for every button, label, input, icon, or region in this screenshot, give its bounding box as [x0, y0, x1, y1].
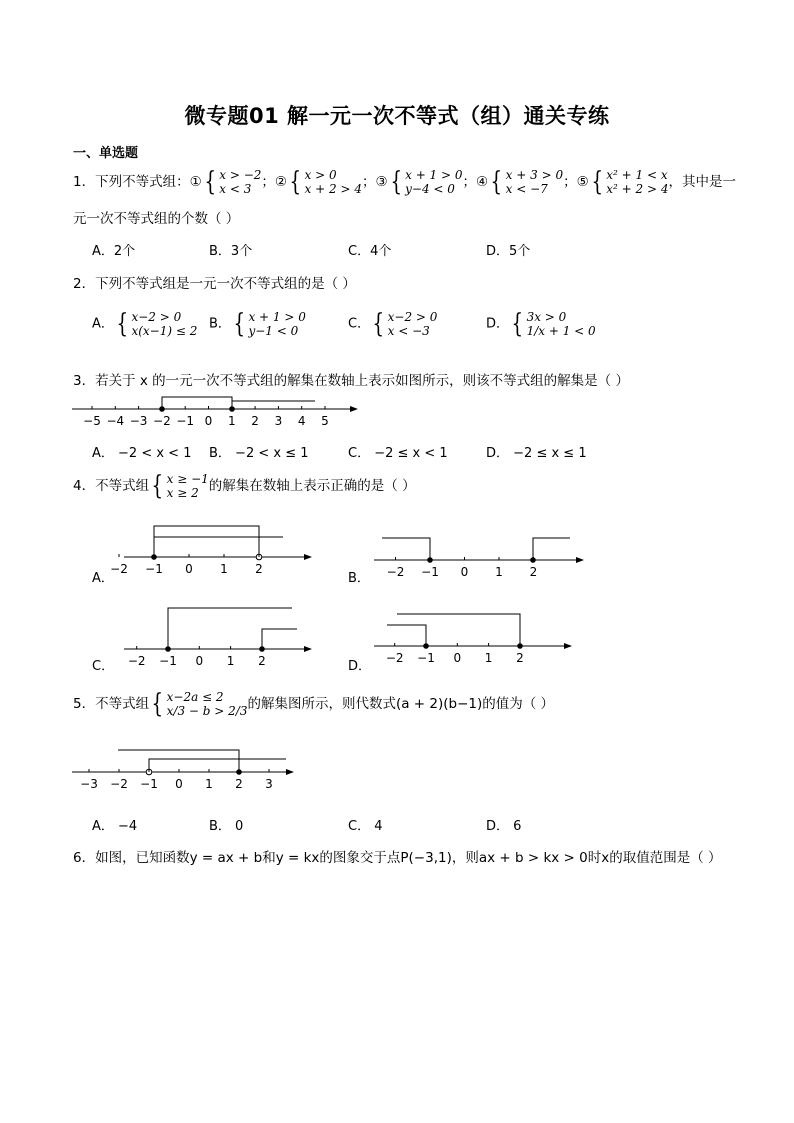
tick-label: 0	[175, 777, 183, 791]
q1-suffix: ，其中是一	[668, 174, 736, 190]
question-3: 3．若关于 x 的一元一次不等式组的解集在数轴上表示如图所示，则该不等式组的解集是（ ）	[73, 373, 629, 389]
q4-a-ray	[154, 537, 283, 557]
tick-label: 0	[195, 654, 204, 668]
q3-bracket-left	[162, 397, 232, 409]
tick-label: 3	[274, 414, 283, 428]
axis-arrow	[304, 554, 312, 560]
q4-option-b[interactable]: B．	[348, 571, 370, 586]
tick-label: 0	[460, 565, 469, 579]
tick-label: −3	[129, 414, 148, 428]
page-title: 微专题01 解一元一次不等式（组）通关专练	[184, 104, 610, 128]
q1-s2-line: x + 2 > 4	[304, 182, 362, 196]
q3-point-minus2	[159, 406, 165, 412]
q4-text-before: 4．不等式组	[73, 478, 150, 494]
q4-d-ray-right	[397, 614, 520, 646]
q4-option-c[interactable]: C．	[92, 659, 115, 674]
tick-label: 2	[255, 562, 263, 576]
q1-s5-line: x² + 2 > 4	[606, 182, 669, 196]
q3-option-d[interactable]: D． −2 ≤ x ≤ 1	[486, 446, 587, 461]
sep: ；	[261, 174, 275, 190]
q2-option-d[interactable]: D． { 3x > 0 1/x + 1 < 0	[486, 309, 596, 339]
sep: ；	[462, 174, 477, 190]
axis-arrow	[576, 557, 584, 563]
q3-option-b[interactable]: B． −2 < x ≤ 1	[209, 446, 309, 461]
tick-label: −5	[83, 414, 101, 428]
tick-label: 2	[516, 651, 524, 665]
q1-s2-line: x > 0	[304, 168, 337, 182]
tick-label: 2	[529, 565, 538, 579]
q5-system-line: x/3 − b > 2/3	[166, 704, 248, 718]
q1-s4-line: x < −7	[505, 182, 548, 196]
q2-option-c[interactable]: C． { x−2 > 0 x < −3	[348, 309, 438, 339]
question-5: 5．不等式组 { x−2a ≤ 2 x/3 − b > 2/3 的解集图所示，则代数式(a + 2)(b−1)的值为（ ）	[73, 689, 555, 719]
axis-arrow	[350, 406, 358, 412]
q2-option-b[interactable]: B． { x + 1 > 0 y−1 < 0	[209, 309, 306, 339]
q1-s4-line: x + 3 > 0	[505, 168, 564, 182]
tick-label: 1	[227, 414, 236, 428]
section-heading: 一、单选题	[73, 146, 139, 161]
tick-label: −2	[385, 651, 404, 665]
tick-label: 1	[484, 651, 493, 665]
axis-arrow	[564, 643, 572, 649]
q5-system-line: x−2a ≤ 2	[166, 690, 224, 704]
q2-b-line: x + 1 > 0	[248, 310, 306, 324]
tick-label: −2	[110, 562, 128, 576]
tick-label: −2	[153, 414, 171, 428]
tick-label: 0	[185, 562, 193, 576]
q2-d-line: 3x > 0	[526, 310, 567, 324]
q1-s1-line: x < 3	[219, 182, 252, 196]
tick-label: −1	[421, 565, 439, 579]
sep: ；	[361, 174, 376, 190]
tick-label: −1	[145, 562, 163, 576]
q4-b-ray-right	[533, 538, 570, 560]
q4-c-number-line	[120, 605, 320, 667]
option-label: B．	[209, 316, 231, 332]
q1-line2: 元一次不等式组的个数（ ）	[73, 211, 240, 227]
q4-b-ray-left	[382, 538, 430, 560]
q1-prefix: 1．下列不等式组：	[73, 174, 190, 190]
tick-label: 1	[226, 654, 235, 668]
q5-number-line	[70, 742, 300, 790]
q1-num: ④	[476, 174, 489, 190]
q5-text-before: 5．不等式组	[73, 696, 150, 712]
q4-text-after: 的解集在数轴上表示正确的是（ ）	[208, 478, 416, 494]
option-label: C．	[348, 316, 371, 332]
q1-option-b[interactable]: B．3个	[209, 244, 253, 259]
option-label: A．	[92, 316, 114, 332]
q3-option-a[interactable]: A． −2 < x < 1	[92, 446, 192, 461]
tick-label: 1	[495, 565, 503, 579]
q4-d-ray-left	[387, 625, 426, 646]
q1-option-a[interactable]: A．2个	[92, 244, 136, 259]
sep: ；	[563, 174, 577, 190]
q1-option-c[interactable]: C．4个	[348, 244, 392, 259]
q1-s5-line: x² + 1 < x	[606, 168, 668, 182]
axis-arrow	[286, 769, 294, 775]
q2-c-line: x−2 > 0	[387, 310, 438, 324]
q5-text-after: 的解集图所示，则代数式(a + 2)(b−1)的值为（ ）	[247, 696, 555, 712]
q4-system-line: x ≥ 2	[166, 486, 199, 500]
q1-num: ①	[189, 174, 202, 190]
tick-label: 5	[321, 414, 329, 428]
option-label: D．	[486, 316, 510, 332]
tick-label: −2	[127, 654, 146, 668]
tick-label: 3	[265, 777, 273, 791]
q5-option-a[interactable]: A． −4	[92, 819, 138, 834]
q5-ray	[149, 759, 286, 772]
q5-option-b[interactable]: B． 0	[209, 819, 244, 834]
q4-option-d[interactable]: D．	[348, 659, 372, 674]
q1-s3-line: x + 1 > 0	[405, 168, 463, 182]
q2-c-line: x < −3	[387, 324, 430, 338]
tick-label: −2	[386, 565, 405, 579]
q1-num: ⑤	[576, 174, 589, 190]
q2-b-line: y−1 < 0	[248, 324, 299, 338]
tick-label: 2	[258, 654, 266, 668]
q2-option-a[interactable]: A． { x−2 > 0 x(x−1) ≤ 2	[92, 309, 198, 339]
q3-point-1	[229, 406, 235, 412]
q4-a-bracket	[154, 526, 259, 557]
tick-label: −1	[140, 777, 158, 791]
q1-option-d[interactable]: D．5个	[486, 244, 531, 259]
axis-arrow	[304, 646, 312, 652]
tick-label: 4	[297, 414, 306, 428]
tick-label: −3	[80, 777, 98, 791]
question-6: 6．如图，已知函数y = ax + b和y = kx的图象交于点P(−3,1)，则ax + b > kx > 0时x的取值范围是（ ）	[73, 850, 722, 866]
q2-a-line: x(x−1) ≤ 2	[131, 324, 198, 338]
q1-num: ③	[375, 174, 388, 190]
q4-option-a[interactable]: A．	[92, 571, 114, 586]
tick-label: 2	[251, 414, 259, 428]
q4-b-number-line	[370, 533, 590, 581]
q1-s1-line: x > −2	[219, 168, 262, 182]
tick-label: −2	[110, 777, 128, 791]
tick-label: −4	[106, 414, 125, 428]
q3-option-c[interactable]: C． −2 ≤ x < 1	[348, 446, 448, 461]
question-2: 2．下列不等式组是一元一次不等式组的是（ ）	[73, 276, 356, 292]
q4-system-line: x ≥ −1	[166, 472, 209, 486]
q5-bracket	[118, 750, 239, 772]
q5-option-d[interactable]: D． 6	[486, 819, 522, 834]
question-1: 1．下列不等式组：① { x > −2 x < 3 ；② { x > 0 x + 2 > 4 ；③ { x + 1 > 0 y−4 < 0 ；④ { x + 3 > 0 x < −7 ；⑤ { x² + 1 < x x² + 2 > 4 ，其中是一	[73, 167, 736, 197]
tick-label: −1	[417, 651, 435, 665]
tick-label: 1	[205, 777, 213, 791]
q4-c-ray-right	[262, 629, 297, 649]
tick-label: 0	[453, 651, 462, 665]
q1-num: ②	[274, 174, 287, 190]
q2-d-line: 1/x + 1 < 0	[526, 324, 596, 338]
q4-d-number-line	[370, 608, 580, 668]
q3-bracket-right	[232, 401, 315, 409]
question-4: 4．不等式组 { x ≥ −1 x ≥ 2 的解集在数轴上表示正确的是（ ）	[73, 471, 416, 501]
tick-label: −1	[159, 654, 177, 668]
tick-label: 1	[220, 562, 228, 576]
q5-option-c[interactable]: C． 4	[348, 819, 383, 834]
q2-a-line: x−2 > 0	[131, 310, 182, 324]
tick-label: 0	[204, 414, 213, 428]
q3-number-line	[70, 390, 365, 430]
q1-s3-line: y−4 < 0	[405, 182, 455, 196]
q4-a-number-line	[110, 518, 320, 580]
tick-label: 2	[235, 777, 243, 791]
tick-label: −1	[176, 414, 195, 428]
